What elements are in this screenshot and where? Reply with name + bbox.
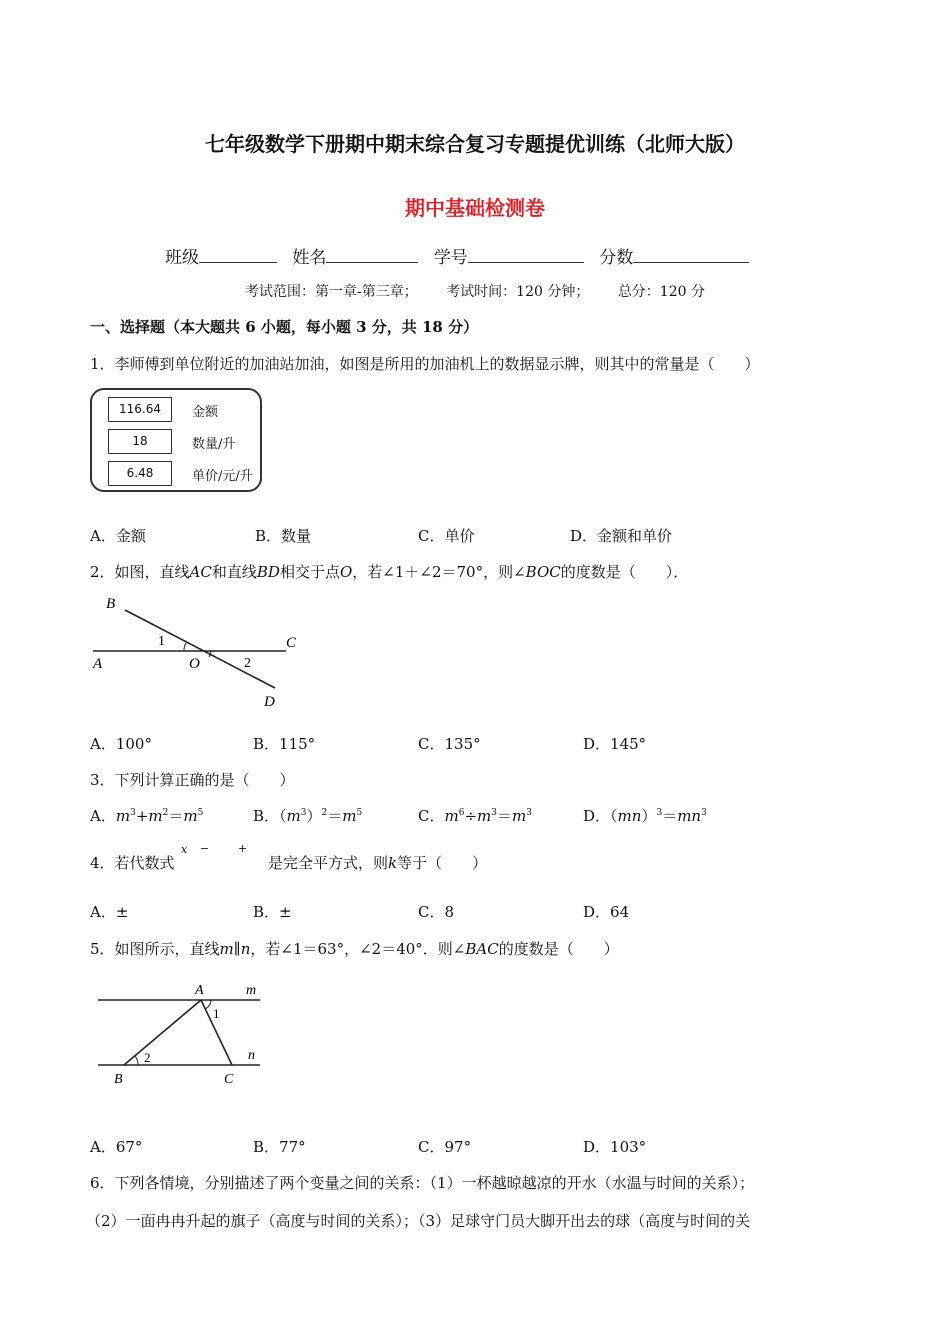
question-1-stem: 1．李师傅到单位附近的加油站加油，如图是所用的加油机上的数据显示牌，则其中的常量是（ ） [90,355,760,373]
q4-expression-minus: − [200,842,210,855]
section-heading: 一、选择题（本大题共 6 小题，每小题 3 分，共 18 分） [90,318,479,336]
q5-option-a: A．67° [90,1138,143,1156]
exam-info [0,281,950,301]
label-n: n [248,1048,255,1063]
label-b: B [106,596,116,612]
q4-expression-plus: + [238,842,248,855]
label-a: A [195,983,204,998]
label-c: C [286,635,297,651]
label-o: O [189,656,200,672]
question-4-stem-end: 是完全平方式，则k等于（ ） [268,854,488,872]
q3-option-c: C．$m^6\div m^3=m^3$ [418,807,532,825]
label-b: B [114,1072,123,1087]
q1-option-d: D．金额和单价 [570,527,673,545]
parallel-lines-triangle-figure [94,980,269,1090]
q4-option-a: A．± [90,903,129,921]
class-field: 班级 [165,243,277,268]
q2-option-d: D．145° [583,735,647,753]
q1-option-c: C．单价 [418,527,475,545]
amount-label: 金额 [192,405,219,420]
intersecting-lines-figure [88,592,308,714]
page-title: 七年级数学下册期中期末综合复习专题提优训练（北师大版） [205,132,745,156]
student-info-fields [165,243,759,268]
exam-total: 总分：120 分 [617,284,705,300]
fuel-pump-display [90,388,262,492]
q5-option-b: B．77° [253,1138,306,1156]
question-2-stem: 2．如图，直线AC和直线BD相交于点O，若∠1＋∠2＝70°，则∠BOC的度数是（ ）． [90,563,689,581]
student-id-field: 学号 [434,243,584,268]
q3-option-b: B．$(m^3)^2=m^5$ [253,807,363,825]
label-d: D [264,694,275,710]
label-c: C [224,1072,234,1087]
quantity-label: 数量/升 [192,437,236,452]
score-field: 分数 [599,243,749,268]
question-6-line-2: （2）一面冉冉升起的旗子（高度与时间的关系）；（3）足球守门员大脚开出去的球（高度与时间的关 [86,1212,751,1230]
name-field: 姓名 [292,243,418,268]
question-5-stem: 5．如图所示，直线m∥n，若∠1＝63°，∠2＝40°．则∠BAC的度数是（ ） [90,940,619,958]
q4-expression-x: x [181,843,188,856]
q2-option-a: A．100° [90,735,152,753]
q1-option-b: B．数量 [255,527,312,545]
q2-option-b: B．115° [253,735,316,753]
label-m: m [246,983,257,998]
q4-option-c: C．8 [418,903,455,921]
q3-option-a: A．$m^3+m^2=m^5$ [90,807,204,825]
question-4-stem-start: 4．若代数式 [90,854,175,872]
line-bd [125,610,275,688]
q5-option-d: D．103° [583,1138,647,1156]
question-3-stem: 3．下列计算正确的是（ ） [90,771,295,789]
segment-ab [124,1000,201,1065]
amount-value: 116.64 [108,397,172,422]
page-subtitle: 期中基础检测卷 [405,196,545,220]
label-angle-2: 2 [144,1050,151,1065]
label-angle-2: 2 [244,656,251,671]
q4-option-d: D．64 [583,903,630,921]
quantity-value: 18 [108,429,172,454]
label-a: A [93,656,103,672]
unit-price-value: 6.48 [108,461,172,486]
q4-option-b: B．± [253,903,292,921]
exam-time: 考试时间：120 分钟； [446,284,590,300]
angle-2-arc [135,1056,138,1065]
angle-1-arc [205,1000,211,1009]
q2-option-c: C．135° [418,735,481,753]
label-angle-1: 1 [213,1006,220,1021]
question-6-line-1: 6．下列各情境，分别描述了两个变量之间的关系：（1）一杯越晾越凉的开水（水温与时间的关系）； [90,1174,755,1192]
q5-option-c: C．97° [418,1138,472,1156]
unit-price-label: 单价/元/升 [192,469,253,484]
q1-option-a: A．金额 [90,527,146,545]
exam-scope: 考试范围：第一章-第三章； [245,284,418,300]
label-angle-1: 1 [158,634,165,649]
angle-1-arc [184,643,186,651]
q3-option-d: D．$(mn)^3=mn^3$ [583,807,707,825]
